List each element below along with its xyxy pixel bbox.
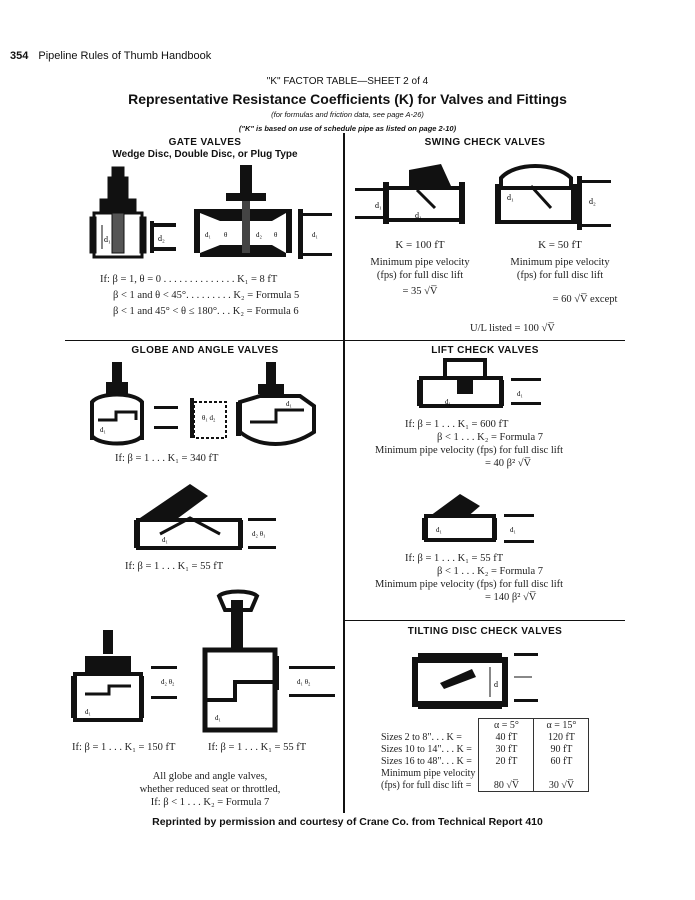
tilting-disc-figure — [410, 643, 540, 713]
globe-fig3-formula: If: β = 1 . . . K₁ = 150 fT — [72, 742, 176, 753]
swing-title: SWING CHECK VALVES — [424, 137, 546, 148]
lift-title: LIFT CHECK VALVES — [431, 345, 539, 356]
lift-block1-1: If: β = 1 . . . K₁ = 600 fT — [405, 419, 509, 430]
swing-check-figures — [355, 160, 615, 235]
lift-block2 — [375, 552, 563, 604]
globe-fig2-formula: If: β = 1 . . . K₁ = 55 fT — [125, 561, 224, 572]
globe-fig4-formula: If: β = 1 . . . K₁ = 55 fT — [208, 742, 307, 753]
sheet-label: "K" FACTOR TABLE—SHEET 2 of 4 — [266, 76, 429, 87]
svg-text:d₁: d₁ — [445, 398, 451, 406]
tilting-col-5deg: α = 5° — [479, 719, 534, 732]
tilting-row-b: 60 fT — [534, 755, 589, 767]
gate-valve-figures — [90, 165, 335, 265]
globe-valve-figures-bottom — [65, 590, 340, 735]
center-divider — [343, 133, 345, 813]
globe-note-3: If: β < 1 . . . K₂ = Formula 7 — [150, 797, 270, 808]
svg-text:d₁: d₁ — [85, 708, 91, 716]
swing-left-k: K = 100 fT — [395, 239, 445, 251]
svg-text:d₁: d₁ — [215, 714, 221, 722]
svg-text:d₁ θ₂: d₁ θ₂ — [297, 678, 311, 686]
tilting-row-b — [534, 767, 589, 779]
page-title: Representative Resistance Coefficients (K) for Valves and Fittings — [128, 91, 567, 107]
lift-check-figure-2 — [420, 490, 550, 545]
header-note-1: (for formulas and friction data, see page A-26) — [271, 110, 424, 119]
page-number: 354 — [10, 50, 29, 62]
svg-text:d₁: d₁ — [205, 231, 211, 239]
tilting-row-label: (fps) for full disc lift = — [381, 779, 472, 791]
tilting-row-label: Sizes 2 to 8". . . K = — [381, 731, 462, 743]
svg-text:d₁: d₁ — [510, 526, 516, 534]
svg-text:d₁: d₁ — [436, 526, 442, 534]
tilting-row-a: 40 fT — [479, 731, 534, 743]
globe-valve-figures-top — [90, 362, 335, 452]
row-divider-1 — [65, 340, 625, 341]
running-title: Pipeline Rules of Thumb Handbook — [38, 50, 212, 62]
globe-note — [70, 770, 350, 809]
svg-text:d₂ θ₂: d₂ θ₂ — [161, 678, 175, 686]
tilting-row-a — [479, 767, 534, 779]
row-divider-2 — [345, 620, 625, 621]
swing-left-min-3: = 35 √V̅ — [402, 286, 438, 297]
svg-text:d₁: d₁ — [415, 211, 422, 220]
gate-subtitle: Wedge Disc, Double Disc, or Plug Type — [112, 149, 298, 160]
svg-text:d₁: d₁ — [375, 201, 382, 210]
lift-block1-3: Minimum pipe velocity (fps) for full disc lift — [375, 445, 564, 456]
lift-check-figure-1 — [415, 360, 545, 410]
tilting-row-a: 20 fT — [479, 755, 534, 767]
svg-text:θ: θ — [224, 231, 228, 239]
header-note-2: ("K" is based on use of schedule pipe as listed on page 2-10) — [238, 124, 457, 133]
tilting-row-b: 90 fT — [534, 743, 589, 755]
globe-note-1: All globe and angle valves, — [152, 771, 268, 782]
swing-left-min-2: (fps) for full disc lift — [376, 270, 464, 281]
gate-formula-2: β < 1 and θ < 45°. . . . . . . . . K₂ = Formula 5 — [113, 290, 300, 301]
svg-text:d₁: d₁ — [104, 235, 111, 244]
globe-note-2: whether reduced seat or throttled, — [139, 784, 281, 795]
footer-credit: Reprinted by permission and courtesy of Crane Co. from Technical Report 410 — [152, 816, 543, 828]
gate-formula-3: β < 1 and 45° < θ ≤ 180°. . . K₂ = Formula 6 — [113, 306, 299, 317]
gate-title: GATE VALVES — [168, 137, 242, 148]
svg-text:d₂: d₂ — [158, 234, 165, 243]
tilting-row-label: Sizes 16 to 48". . . K = — [381, 755, 472, 767]
swing-right-min-2: (fps) for full disc lift — [516, 270, 604, 281]
tilting-title: TILTING DISC CHECK VALVES — [407, 626, 563, 637]
swing-right-min-1: Minimum pipe velocity — [510, 257, 610, 268]
lift-block1-2: β < 1 . . . K₂ = Formula 7 — [437, 432, 544, 443]
svg-text:d₁: d₁ — [312, 231, 318, 239]
swing-right-min — [490, 256, 630, 306]
svg-text:d₁: d₁ — [162, 536, 168, 544]
globe-fig1-formula: If: β = 1 . . . K₁ = 340 fT — [115, 453, 219, 464]
tilting-row-a: 30 fT — [479, 743, 534, 755]
globe-y-pattern-figure — [130, 478, 280, 558]
svg-text:d₂: d₂ — [589, 197, 596, 206]
svg-text:d₂: d₂ — [256, 231, 262, 239]
svg-text:d₂ θ₁: d₂ θ₁ — [252, 530, 266, 538]
tilting-table — [378, 718, 589, 792]
tilting-row-label: Sizes 10 to 14". . . K = — [381, 743, 472, 755]
tilting-col-15deg: α = 15° — [534, 719, 589, 732]
swing-left-min-1: Minimum pipe velocity — [370, 257, 470, 268]
tilting-row-b: 120 fT — [534, 731, 589, 743]
svg-text:d₁: d₁ — [507, 193, 514, 202]
lift-block1-4: = 40 β² √V̅ — [485, 458, 532, 469]
lift-block2-2: β < 1 . . . K₂ = Formula 7 — [437, 566, 544, 577]
swing-right-k: K = 50 fT — [538, 239, 582, 251]
swing-left-min — [350, 256, 490, 298]
svg-text:d: d — [494, 680, 498, 689]
svg-text:θ: θ — [274, 231, 278, 239]
lift-block2-4: = 140 β² √V̅ — [485, 592, 537, 603]
tilting-row-b: 30 √V̅ — [534, 779, 589, 792]
swing-ul-listed: U/L listed = 100 √V̅ — [470, 323, 555, 334]
lift-block2-3: Minimum pipe velocity (fps) for full disc lift — [375, 579, 564, 590]
svg-text:d₁: d₁ — [517, 390, 523, 398]
tilting-row-a: 80 √V̅ — [479, 779, 534, 792]
tilting-row-label: Minimum pipe velocity — [381, 767, 476, 779]
globe-title: GLOBE AND ANGLE VALVES — [131, 345, 279, 356]
svg-text:d₁: d₁ — [100, 426, 106, 434]
svg-text:θ₁ d₂: θ₁ d₂ — [202, 414, 216, 422]
gate-formula-1: If: β = 1, θ = 0 . . . . . . . . . . . . . . K₁ = 8 fT — [100, 274, 278, 285]
lift-block2-1: If: β = 1 . . . K₁ = 55 fT — [405, 553, 504, 564]
swing-right-min-3: = 60 √V̅ except — [552, 294, 618, 305]
lift-block1 — [375, 418, 563, 470]
running-header — [10, 50, 211, 62]
svg-text:d₁: d₁ — [286, 400, 292, 408]
